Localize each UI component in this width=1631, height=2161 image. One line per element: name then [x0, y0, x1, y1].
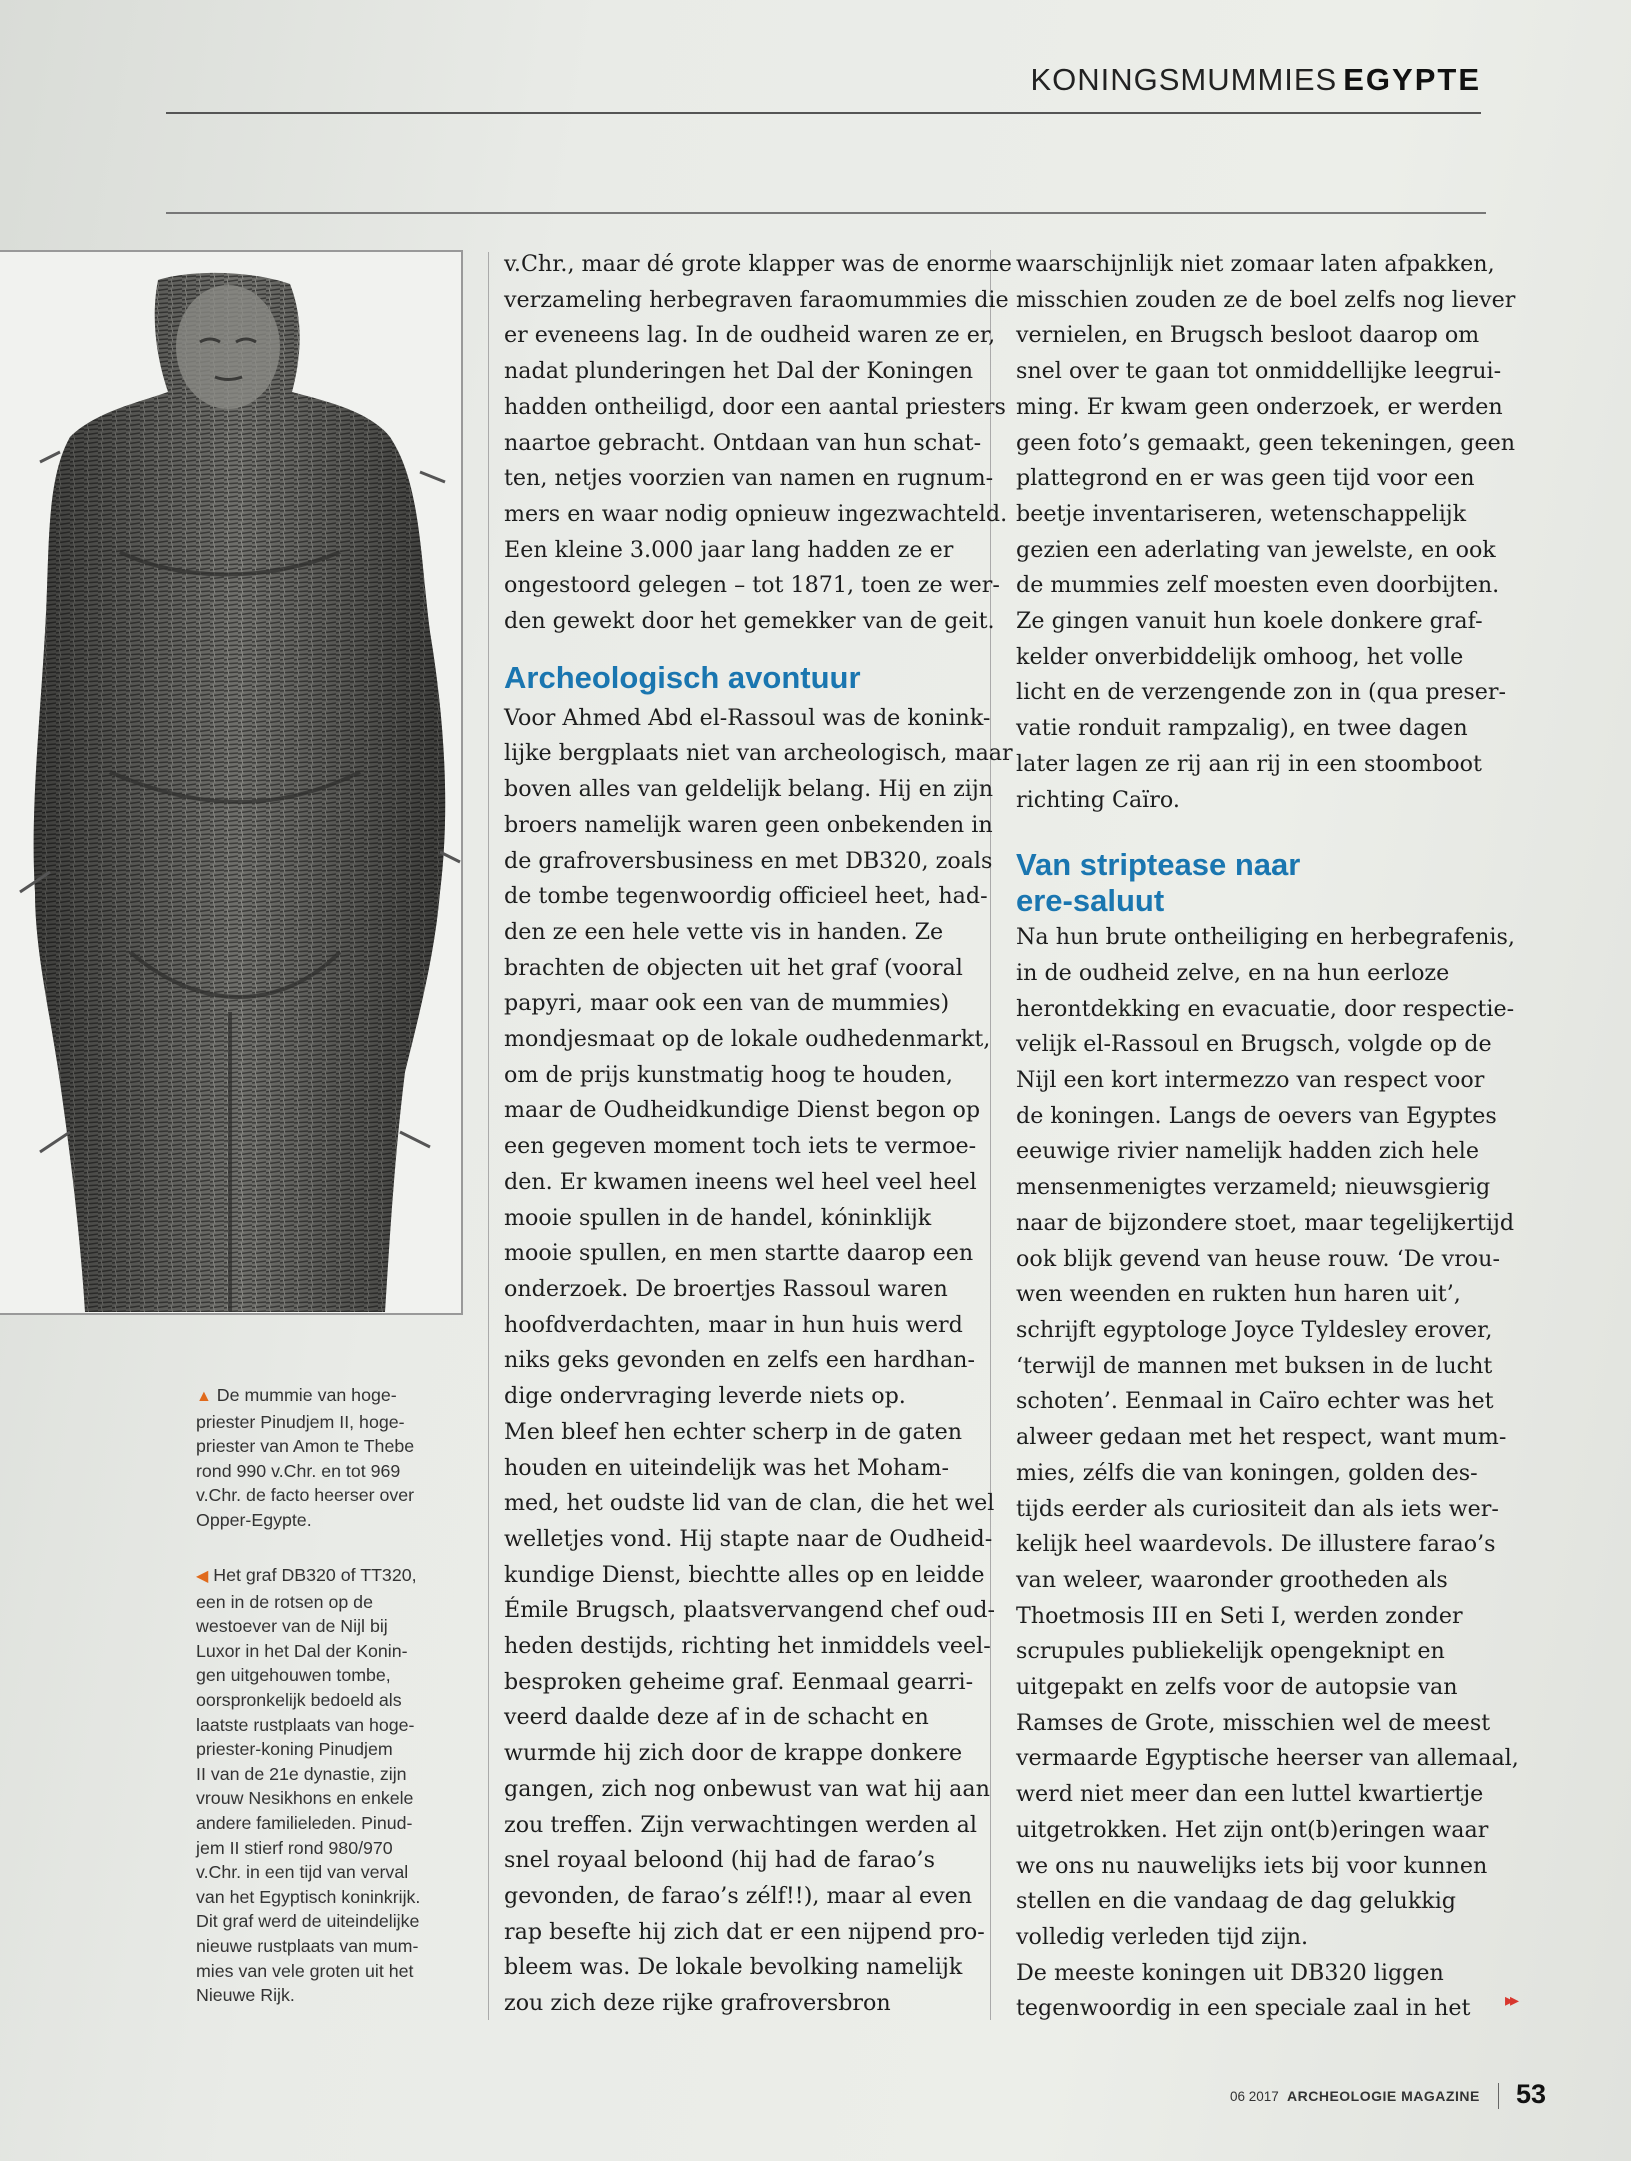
text-line: houden en uiteindelijk was het Moham-: [504, 1454, 949, 1481]
heading-line: Van striptease naar: [1016, 847, 1301, 883]
text-line: herontdekking en evacuatie, door respectie-: [1016, 995, 1515, 1022]
text-line: tijds eerder als curiositeit dan als iets wer-: [1016, 1495, 1499, 1522]
photo-caption: [196, 1383, 456, 1533]
caption-line: v.Chr. de facto heerser over: [196, 1485, 415, 1506]
triangle-up-icon: ▲: [196, 1388, 212, 1405]
mummy-face: [176, 285, 280, 409]
text-line: snel royaal beloond (hij had de farao’s: [504, 1847, 935, 1874]
text-line: nadat plunderingen het Dal der Koningen: [504, 358, 973, 385]
text-line: besproken geheime graf. Eenmaal gearri-: [504, 1668, 974, 1695]
text-line: richting Caïro.: [1016, 786, 1180, 813]
tomb-caption: [196, 1563, 456, 2008]
column1-body: [504, 701, 1013, 2022]
text-line: v.Chr., maar dé grote klapper was de enorme: [504, 251, 1012, 277]
text-line: mooie spullen in de handel, kóninklijk: [504, 1204, 932, 1231]
text-line: misschien zouden ze de boel zelfs nog liever: [1016, 286, 1516, 313]
caption-line: jem II stierf rond 980/970: [196, 1837, 393, 1858]
caption-line: v.Chr. in een tijd van verval: [196, 1862, 409, 1883]
text-line: de mummies zelf moesten even doorbijten.: [1016, 572, 1500, 599]
section-heading: Archeologisch avontuur: [504, 659, 861, 695]
caption-line: vrouw Nesikhons en enkele: [196, 1788, 414, 1809]
caption-line: een in de rotsen op de: [196, 1591, 373, 1612]
caption-line: nieuwe rustplaats van mum-: [196, 1935, 419, 1956]
text-line: waarschijnlijk niet zomaar laten afpakken,: [1016, 251, 1495, 277]
text-line: den gewekt door het gemekker van de geit.: [504, 608, 995, 635]
text-line: lijke bergplaats niet van archeologisch, maar: [504, 740, 1013, 767]
column1-intro: [504, 247, 1012, 640]
text-line: vermaarde Egyptische heerser van allemaal,: [1016, 1745, 1519, 1772]
text-line: Thoetmosis III en Seti I, werden zonder: [1016, 1602, 1463, 1629]
text-line: vatie ronduit rampzalig), en twee dagen: [1016, 715, 1468, 742]
footer-separator: [1498, 2083, 1499, 2109]
text-line: werd niet meer dan een luttel kwartiertje: [1016, 1781, 1484, 1808]
text-line: onderzoek. De broertjes Rassoul waren: [504, 1275, 948, 1302]
caption-line: De mummie van hoge-: [216, 1385, 397, 1405]
text-line: uitgepakt en zelfs voor de autopsie van: [1016, 1674, 1458, 1701]
text-line: licht en de verzengende zon in (qua preser-: [1016, 679, 1506, 706]
text-line: med, het oudste lid van de clan, die het wel: [504, 1490, 995, 1517]
text-line: de tombe tegenwoordig officieel heet, had-: [504, 883, 988, 910]
text-line: ongestoord gelegen – tot 1871, toen ze wer-: [504, 572, 1000, 599]
text-line: naartoe gebracht. Ontdaan van hun schat-: [504, 429, 982, 456]
text-column-1: [504, 247, 1013, 2022]
text-line: de grafroversbusiness en met DB320, zoals: [504, 847, 993, 874]
caption-line: Dit graf werd de uiteindelijke: [196, 1911, 420, 1932]
text-line: stellen en die vandaag de dag gelukkig: [1016, 1888, 1457, 1915]
text-line: schrijft egyptologe Joyce Tyldesley erover,: [1016, 1316, 1493, 1343]
text-line: hoofdverdachten, maar in hun huis werd: [504, 1311, 963, 1338]
text-line: den ze een hele vette vis in handen. Ze: [504, 918, 944, 945]
heading-line: ere-saluut: [1016, 883, 1165, 919]
caption-line: oorspronkelijk bedoeld als: [196, 1689, 402, 1710]
text-line: papyri, maar ook een van de mummies): [504, 990, 950, 1017]
text-line: volledig verleden tijd zijn.: [1016, 1923, 1309, 1950]
text-line: dige ondervraging leverde niets op.: [504, 1383, 906, 1410]
page-number: 53: [1516, 2079, 1547, 2109]
text-line: gevonden, de farao’s zélf!!), maar al even: [504, 1882, 973, 1909]
caption-line: Het graf DB320 of TT320,: [213, 1565, 417, 1585]
mummy-photo: [0, 250, 463, 1315]
magazine-name: ARCHEOLOGIE MAGAZINE: [1287, 2088, 1480, 2104]
text-line: rap besefte hij zich dat er een nijpend pro-: [504, 1918, 985, 1945]
text-line: later lagen ze rij aan rij in een stoomboot: [1016, 750, 1482, 777]
text-line: tegenwoordig in een speciale zaal in het: [1016, 1995, 1471, 2022]
text-line: broers namelijk waren geen onbekenden in: [504, 811, 993, 838]
text-line: we ons nu nauwelijks iets bij voor kunnen: [1016, 1852, 1488, 1879]
caption-line: andere familieleden. Pinud-: [196, 1812, 413, 1833]
text-line: mers en waar nodig opnieuw ingezwachteld.: [504, 500, 1008, 527]
text-line: Émile Brugsch, plaatsvervangend chef oud-: [504, 1597, 995, 1624]
text-line: snel over te gaan tot onmiddellijke leegrui-: [1016, 358, 1502, 385]
text-line: De meeste koningen uit DB320 liggen: [1016, 1959, 1444, 1986]
text-line: naar de bijzondere stoet, maar tegelijkertijd: [1016, 1209, 1515, 1236]
text-line: boven alles van geldelijk belang. Hij en zijn: [504, 776, 994, 803]
text-line: Na hun brute ontheiliging en herbegrafenis,: [1016, 924, 1515, 951]
text-line: den. Er kwamen ineens wel heel veel heel: [504, 1168, 977, 1195]
continue-arrow-icon: ▸▸: [1505, 1990, 1516, 2011]
text-line: veerd daalde deze af in de schacht en: [504, 1704, 929, 1731]
text-line: ‘terwijl de mannen met buksen in de lucht: [1016, 1352, 1493, 1379]
text-line: plattegrond en er was geen tijd voor een: [1016, 465, 1475, 492]
text-line: hadden ontheiligd, door een aantal priesters: [504, 393, 1006, 420]
text-line: kelijk heel waardevols. De illustere farao’s: [1016, 1531, 1496, 1558]
text-line: er eveneens lag. In de oudheid waren ze er,: [504, 322, 996, 349]
caption-line: laatste rustplaats van hoge-: [196, 1714, 415, 1735]
text-line: mooie spullen, en men startte daarop een: [504, 1240, 974, 1267]
text-line: wurmde hij zich door de krappe donkere: [504, 1740, 963, 1767]
caption-line: Nieuwe Rijk.: [196, 1985, 295, 2006]
text-line: Ramses de Grote, misschien wel de meest: [1016, 1709, 1491, 1736]
text-line: scrupules publiekelijk opengeknipt en: [1016, 1638, 1445, 1665]
text-line: welletjes vond. Hij stapte naar de Oudheid-: [504, 1525, 993, 1552]
text-line: mies, zélfs die van koningen, golden des-: [1016, 1459, 1478, 1486]
running-header: [166, 62, 1481, 114]
caption-line: van het Egyptisch koninkrijk.: [196, 1886, 421, 1907]
text-line: Ze gingen vanuit hun koele donkere graf-: [1016, 608, 1483, 635]
caption-line: Luxor in het Dal der Konin-: [196, 1640, 408, 1661]
text-line: schoten’. Eenmaal in Caïro echter was het: [1016, 1388, 1494, 1415]
text-line: een gegeven moment toch iets te vermoe-: [504, 1133, 977, 1160]
header-rule: [166, 212, 1486, 214]
text-line: wen weenden en rukten hun haren uit’,: [1016, 1281, 1461, 1308]
triangle-left-icon: ◀: [196, 1568, 209, 1585]
caption-line: rond 990 v.Chr. en tot 969: [196, 1460, 401, 1481]
text-line: de koningen. Langs de oevers van Egyptes: [1016, 1102, 1497, 1129]
text-line: mensenmenigtes verzameld; nieuwsgierig: [1016, 1174, 1491, 1201]
issue-date: 06 2017: [1230, 2089, 1279, 2104]
text-line: velijk el-Rassoul en Brugsch, volgde op de: [1016, 1031, 1492, 1058]
section-heading: [1016, 847, 1486, 919]
text-line: Voor Ahmed Abd el-Rassoul was de konink-: [504, 704, 991, 731]
text-line: mondjesmaat op de lokale oudhedenmarkt,: [504, 1026, 991, 1053]
text-line: niks geks gevonden en zelfs een hardhan-: [504, 1347, 975, 1374]
caption-line: Opper-Egypte.: [196, 1509, 312, 1530]
text-line: gangen, zich nog onbewust van wat hij aan: [504, 1775, 990, 1802]
caption-line: priester-koning Pinudjem: [196, 1739, 393, 1760]
column-divider: [488, 252, 489, 2020]
text-line: ming. Er kwam geen onderzoek, er werden: [1016, 393, 1503, 420]
caption-line: westoever van de Nijl bij: [196, 1616, 388, 1637]
text-line: eeuwige rivier namelijk hadden zich hele: [1016, 1138, 1480, 1165]
text-line: zou zich deze rijke grafroversbron: [504, 1990, 891, 2017]
text-line: brachten de objecten uit het graf (vooral: [504, 954, 963, 981]
header-section: KONINGSMUMMIES: [1030, 62, 1338, 97]
text-line: maar de Oudheidkundige Dienst begon op: [504, 1097, 981, 1124]
text-line: Nijl een kort intermezzo van respect voor: [1016, 1067, 1485, 1094]
text-line: Men bleef hen echter scherp in de gaten: [504, 1418, 963, 1445]
text-line: kelder onverbiddelijk omhoog, het volle: [1016, 643, 1464, 670]
text-line: gezien een aderlating van jewelste, en ook: [1016, 536, 1496, 563]
caption-line: priester van Amon te Thebe: [196, 1436, 415, 1457]
text-line: heden destijds, richting het inmiddels veel-: [504, 1633, 991, 1660]
column2-intro: [1016, 247, 1516, 818]
text-line: alweer gedaan met het respect, want mum-: [1016, 1424, 1507, 1451]
text-line: in de oudheid zelve, en na hun eerloze: [1016, 959, 1450, 986]
text-line: bleem was. De lokale bevolking namelijk: [504, 1954, 963, 1981]
column2-body: [1016, 920, 1519, 2027]
text-line: uitgetrokken. Het zijn ont(b)eringen waar: [1016, 1816, 1489, 1843]
caption-line: II van de 21e dynastie, zijn: [196, 1763, 407, 1784]
text-line: ook blijk gevend van heuse rouw. ‘De vrou-: [1016, 1245, 1500, 1272]
text-line: van weleer, waaronder grootheden als: [1016, 1566, 1448, 1593]
text-line: geen foto’s gemaakt, geen tekeningen, geen: [1016, 429, 1516, 456]
caption-line: priester Pinudjem II, hoge-: [196, 1411, 405, 1432]
text-line: zou treffen. Zijn verwachtingen werden al: [504, 1811, 977, 1838]
text-line: Een kleine 3.000 jaar lang hadden ze er: [504, 536, 954, 563]
caption-line: gen uitgehouwen tombe,: [196, 1665, 391, 1686]
mummy-illustration: [0, 252, 461, 1315]
text-line: beetje inventariseren, wetenschappelijk: [1016, 500, 1467, 527]
text-line: kundige Dienst, biechtte alles op en leidde: [504, 1561, 985, 1588]
text-line: verzameling herbegraven faraomummies die: [504, 286, 1009, 313]
page-footer: [1230, 2073, 1550, 2113]
text-column-2: [1016, 247, 1519, 2027]
header-topic: EGYPTE: [1343, 62, 1481, 97]
text-line: om de prijs kunstmatig hoog te houden,: [504, 1061, 953, 1088]
text-line: ten, netjes voorzien van namen en rugnum-: [504, 465, 994, 492]
text-line: vernielen, en Brugsch besloot daarop om: [1016, 322, 1480, 349]
caption-line: mies van vele groten uit het: [196, 1960, 414, 1981]
